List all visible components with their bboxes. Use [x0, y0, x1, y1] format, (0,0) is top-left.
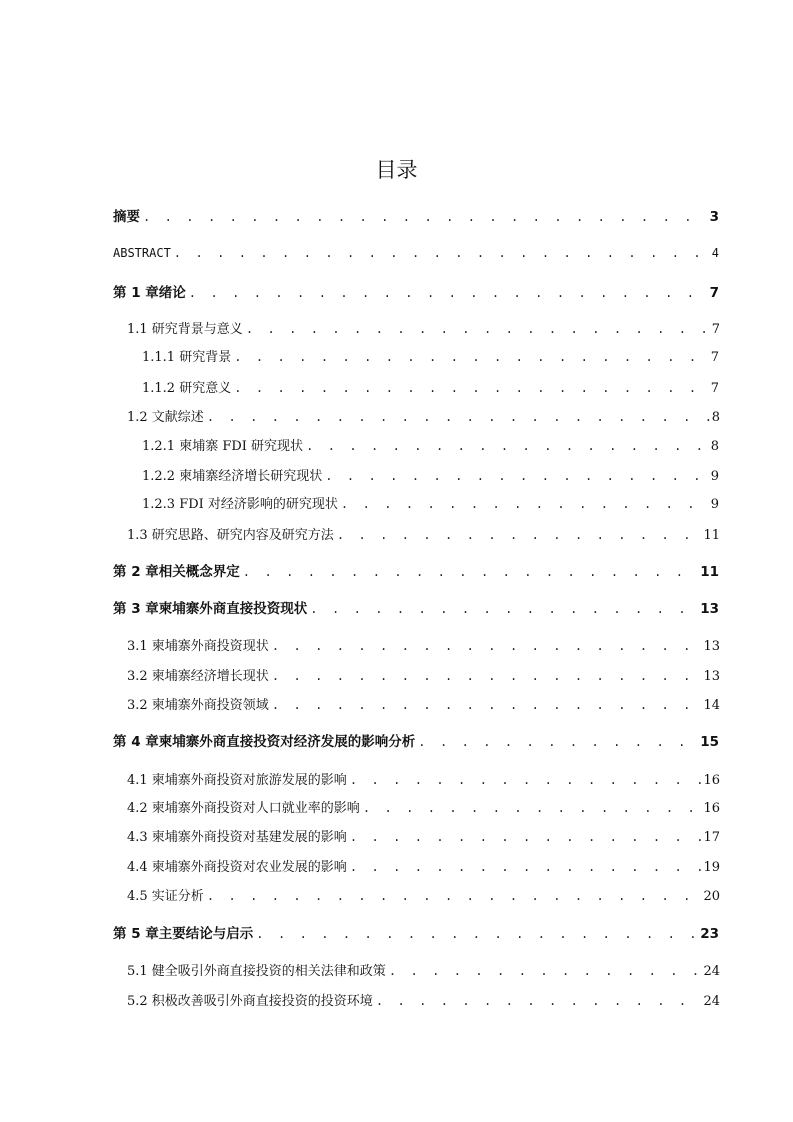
toc-entry-label: 1.1 研究背景与意义	[127, 322, 243, 337]
toc-entry-label: 4.2 柬埔寨外商投资对人口就业率的影响	[127, 801, 360, 816]
toc-entry-label: 1.2 文献综述	[127, 410, 204, 425]
toc-entry-label: 3.2 柬埔寨外商投资领域	[127, 698, 269, 713]
toc-entry-page: 7	[710, 381, 719, 396]
dot-leader	[234, 346, 709, 368]
dot-leader	[189, 282, 708, 304]
toc-entry-1-3[interactable]	[127, 524, 720, 546]
toc-entry-4-2[interactable]	[127, 797, 720, 819]
toc-entry-page: 16	[703, 773, 720, 788]
toc-entry-label: 第 5 章主要结论与启示	[113, 926, 254, 942]
toc-entry-page: 7	[709, 285, 719, 301]
toc-entry-page: 4	[711, 246, 719, 260]
toc-entry-5-2[interactable]	[127, 990, 720, 1012]
toc-entry-page: 7	[711, 322, 720, 337]
dot-leader	[310, 598, 698, 620]
toc-entry-label: 4.1 柬埔寨外商投资对旅游发展的影响	[127, 773, 347, 788]
toc-entry-chapter-2[interactable]	[113, 561, 719, 583]
toc-entry-label: 第 4 章柬埔寨外商直接投资对经济发展的影响分析	[113, 734, 416, 750]
toc-entry-page: 9	[710, 497, 719, 512]
toc-entry-page: 3	[709, 209, 719, 225]
toc-entry-page: 13	[703, 639, 720, 654]
toc-entry-label: 3.1 柬埔寨外商投资现状	[127, 639, 269, 654]
toc-entry-4-3[interactable]	[127, 826, 720, 848]
dot-leader	[418, 731, 698, 753]
toc-entry-page: 24	[703, 994, 720, 1009]
toc-entry-page: 8	[711, 410, 720, 425]
dot-leader	[341, 493, 709, 515]
toc-entry-3-2[interactable]	[127, 665, 720, 687]
toc-entry-page: 23	[700, 926, 719, 942]
toc-entry-page: 13	[700, 601, 719, 617]
dot-leader	[207, 885, 702, 907]
toc-entry-label: 1.3 研究思路、研究内容及研究方法	[127, 528, 334, 543]
toc-entry-chapter-5[interactable]	[113, 923, 719, 945]
toc-entry-label: 第 1 章绪论	[113, 285, 186, 301]
toc-entry-label: 1.2.1 柬埔寨 FDI 研究现状	[142, 439, 304, 454]
toc-entry-label: 1.2.2 柬埔寨经济增长研究现状	[142, 469, 323, 484]
toc-entry-label: 第 3 章柬埔寨外商直接投资现状	[113, 601, 308, 617]
toc-entry-3-1[interactable]	[127, 635, 720, 657]
toc-entry-label: 5.2 积极改善吸引外商直接投资的投资环境	[127, 994, 373, 1009]
toc-entry-page: 24	[703, 964, 720, 979]
toc-entry-label: 4.4 柬埔寨外商投资对农业发展的影响	[127, 860, 347, 875]
toc-entry-page: 14	[703, 698, 720, 713]
toc-entry-page: 11	[703, 528, 720, 543]
dot-leader	[376, 990, 702, 1012]
dot-leader	[234, 377, 709, 399]
toc-entry-label: 4.3 柬埔寨外商投资对基建发展的影响	[127, 830, 347, 845]
dot-leader	[306, 435, 709, 457]
dot-leader	[256, 923, 698, 945]
toc-entry-chapter-4[interactable]	[113, 731, 719, 753]
dot-leader	[272, 694, 702, 716]
dot-leader	[350, 856, 702, 878]
toc-entry-1-1-1[interactable]	[142, 346, 719, 368]
toc-entry-page: 13	[703, 669, 720, 684]
dot-leader	[272, 635, 702, 657]
toc-entry-1-1-2[interactable]	[142, 377, 719, 399]
toc-entry-label: 1.2.3 FDI 对经济影响的研究现状	[142, 497, 338, 512]
toc-title: 目录	[375, 158, 418, 182]
toc-entry-label: 5.1 健全吸引外商直接投资的相关法律和政策	[127, 964, 386, 979]
dot-leader	[363, 797, 702, 819]
dot-leader	[272, 665, 702, 687]
dot-leader	[143, 206, 708, 228]
toc-entry-1-2-3[interactable]	[142, 493, 719, 515]
toc-entry-label: 4.5 实证分析	[127, 889, 204, 904]
toc-entry-label: 1.1.2 研究意义	[142, 381, 232, 396]
toc-entry-page: 17	[703, 830, 720, 845]
toc-entry-1-2-2[interactable]	[142, 465, 719, 487]
toc-entry-page: 11	[700, 564, 719, 580]
toc-entry-abstract-cn[interactable]	[113, 206, 719, 228]
dot-leader	[389, 960, 702, 982]
toc-entry-page: 19	[703, 860, 720, 875]
dot-leader	[243, 561, 698, 583]
dot-leader	[350, 769, 702, 791]
toc-entry-page: 7	[710, 350, 719, 365]
toc-entry-5-1[interactable]	[127, 960, 720, 982]
toc-entry-page: 9	[710, 469, 719, 484]
toc-entry-label: 摘要	[113, 209, 140, 225]
toc-entry-abstract-en[interactable]	[113, 242, 719, 264]
toc-entry-label: 3.2 柬埔寨经济增长现状	[127, 669, 269, 684]
toc-entry-chapter-3[interactable]	[113, 598, 719, 620]
toc-entry-4-5[interactable]	[127, 885, 720, 907]
toc-entry-4-1[interactable]	[127, 769, 720, 791]
toc-entry-page: 8	[710, 439, 719, 454]
toc-entry-label: 第 2 章相关概念界定	[113, 564, 240, 580]
dot-leader	[174, 242, 710, 264]
toc-entry-1-2-1[interactable]	[142, 435, 719, 457]
dot-leader	[207, 406, 710, 428]
dot-leader	[325, 465, 709, 487]
toc-entry-label: ABSTRACT	[113, 246, 171, 260]
toc-entry-page: 16	[703, 801, 720, 816]
toc-entry-page: 20	[703, 889, 720, 904]
toc-entry-3-2-b[interactable]	[127, 694, 720, 716]
toc-entry-chapter-1[interactable]	[113, 282, 719, 304]
dot-leader	[337, 524, 702, 546]
toc-entry-label: 1.1.1 研究背景	[142, 350, 232, 365]
dot-leader	[350, 826, 702, 848]
toc-entry-4-4[interactable]	[127, 856, 720, 878]
toc-entry-1-2[interactable]	[127, 406, 720, 428]
toc-entry-page: 15	[700, 734, 719, 750]
toc-entry-1-1[interactable]	[127, 318, 720, 340]
dot-leader	[246, 318, 710, 340]
